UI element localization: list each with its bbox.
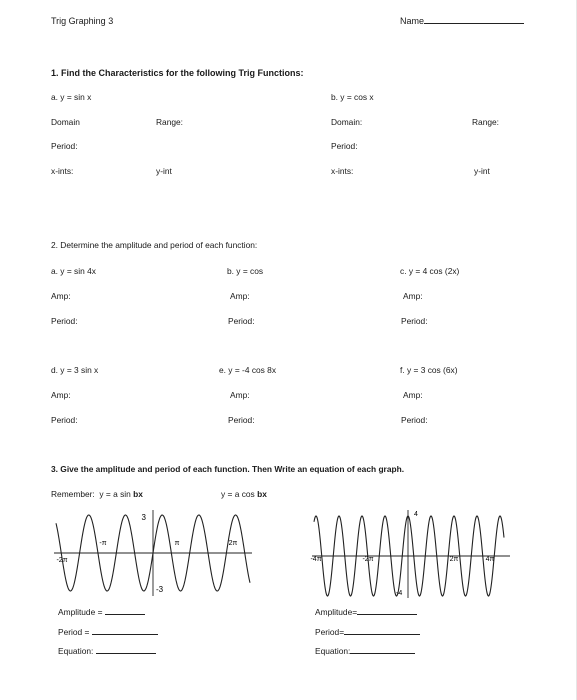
s1a-function: a. y = sin x [51,92,92,102]
remember-sin-bx: bx [133,489,143,499]
s2e-period: Period: [228,415,255,425]
s1a-period: Period: [51,141,78,151]
name-field [400,16,524,26]
left-amplitude-row [58,607,145,617]
left-equation-row [58,646,156,656]
left-amplitude-label: Amplitude = [58,607,103,617]
s1b-domain: Domain: [331,117,363,127]
remember-cos-formula: y = a cos [221,489,258,499]
right-label-y-top: 4 [414,511,418,518]
right-period-label: Period= [315,627,345,637]
left-label-neg-2pi: -2π [56,557,68,564]
s1a-domain: Domain [51,117,80,127]
s2d-function: d. y = 3 sin x [51,365,99,375]
remember-cos [221,489,267,499]
remember-label: Remember: [51,489,95,499]
right-amplitude-row [315,607,417,617]
right-label-4pi: 4π [485,556,495,563]
s2a-function: a. y = sin 4x [51,266,96,276]
s2b-amp: Amp: [230,291,250,301]
left-label-y-bottom: -3 [156,585,164,594]
s1b-yint: y-int [474,166,490,176]
left-period-label: Period = [58,627,90,637]
s2c-amp: Amp: [403,291,423,301]
s2d-amp: Amp: [51,390,71,400]
right-amplitude-label: Amplitude= [315,607,358,617]
s2f-function: f. y = 3 cos (6x) [400,365,458,375]
s2e-amp: Amp: [230,390,250,400]
s2b-function: b. y = cos [227,266,264,276]
left-label-neg-pi: -π [99,540,107,547]
section3-heading: 3. Give the amplitude and period of each function. Then Write an equation of each graph. [51,464,405,474]
remember-cos-bx: bx [257,489,267,499]
name-blank[interactable] [424,23,524,24]
left-equation-blank[interactable] [96,653,156,654]
left-label-pi: π [174,540,180,547]
s2f-period: Period: [401,415,428,425]
left-sine-graph [50,506,256,600]
left-label-y-top: 3 [141,513,146,522]
left-period-row [58,627,158,637]
remember-sin [51,489,143,499]
worksheet-title: Trig Graphing 3 [51,16,114,26]
right-equation-label: Equation: [315,646,351,656]
section1-heading: 1. Find the Characteristics for the following Trig Functions: [51,68,304,78]
right-equation-blank[interactable] [350,653,415,654]
s1b-xints: x-ints: [331,166,354,176]
name-label: Name [400,16,425,26]
s2c-period: Period: [401,316,428,326]
s2d-period: Period: [51,415,78,425]
s1b-range: Range: [472,117,500,127]
s2e-function: e. y = -4 cos 8x [219,365,277,375]
right-period-row [315,627,420,637]
s2b-period: Period: [228,316,255,326]
right-amplitude-blank[interactable] [357,614,417,615]
s2a-amp: Amp: [51,291,71,301]
left-label-2pi: 2π [228,540,238,547]
right-label-neg-4pi: -4π [310,556,322,563]
left-equation-label: Equation: [58,646,94,656]
s1b-function: b. y = cos x [331,92,374,102]
left-period-blank[interactable] [92,634,158,635]
right-label-neg-2pi: -2π [362,556,374,563]
s1a-xints: x-ints: [51,166,74,176]
s1a-range: Range: [156,117,184,127]
right-label-y-bottom: -4 [396,590,403,597]
remember-sin-formula: y = a sin [99,489,134,499]
left-amplitude-blank[interactable] [105,614,145,615]
s2c-function: c. y = 4 cos (2x) [400,266,460,276]
section2-heading: 2. Determine the amplitude and period of each function: [51,240,258,250]
right-cosine-graph [308,506,514,600]
s2f-amp: Amp: [403,390,423,400]
s1a-yint: y-int [156,166,172,176]
s2a-period: Period: [51,316,78,326]
right-label-2pi: 2π [449,556,459,563]
right-period-blank[interactable] [344,634,420,635]
right-equation-row [315,646,415,656]
s1b-period: Period: [331,141,358,151]
